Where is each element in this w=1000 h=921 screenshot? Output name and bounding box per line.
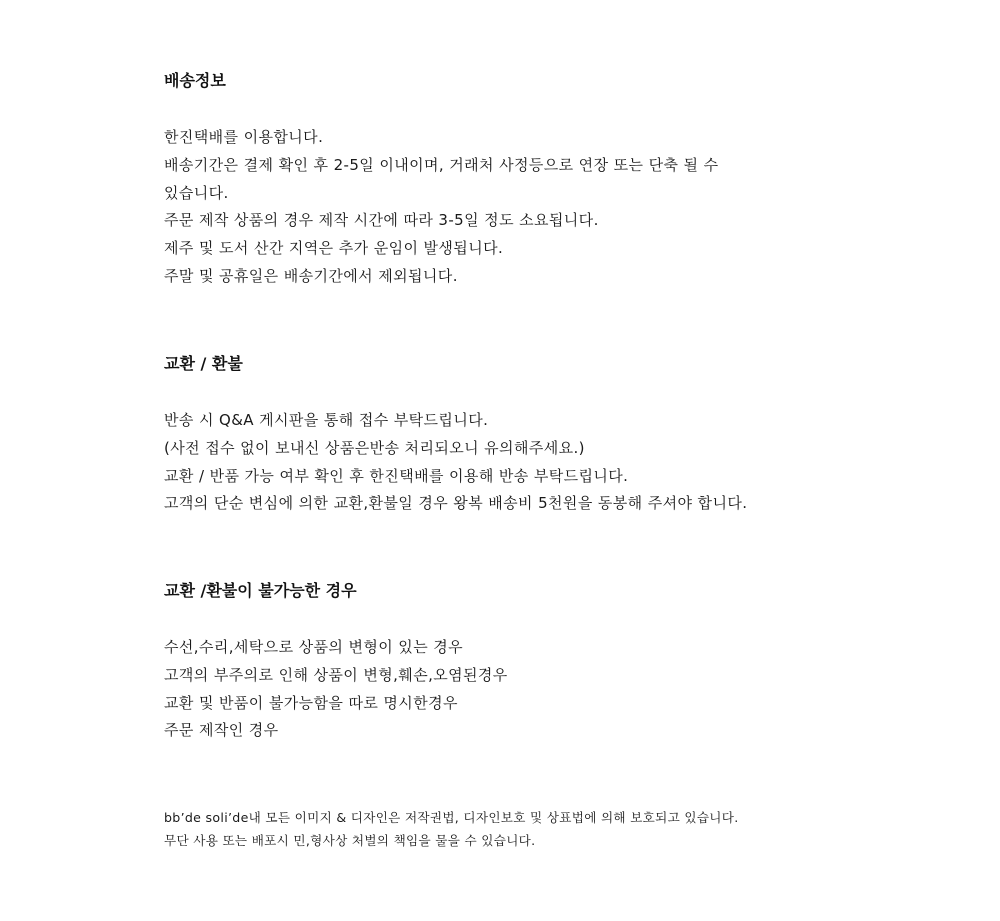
not-allowed-line: 수선,수리,세탁으로 상품의 변형이 있는 경우 — [164, 638, 464, 656]
not-allowed-line: 고객의 부주의로 인해 상품이 변형,훼손,오염된경우 — [164, 665, 508, 684]
shipping-section-title: 배송정보 — [164, 71, 226, 90]
shipping-line: 한진택배를 이용합니다. — [164, 128, 324, 146]
exchange-line: (사전 접수 없이 보내신 상품은반송 처리되오니 유의해주세요.) — [164, 438, 585, 457]
copyright-notice — [164, 806, 739, 852]
not-allowed-line: 교환 및 반품이 불가능함을 따로 명시한경우 — [164, 693, 458, 712]
shipping-line: 주문 제작 상품의 경우 제작 시간에 따라 3-5일 정도 소요됩니다. — [164, 211, 599, 230]
shipping-line: 제주 및 도서 산간 지역은 추가 운임이 발생됩니다. — [164, 239, 504, 258]
shipping-info-list — [164, 124, 718, 291]
exchange-line: 교환 / 반품 가능 여부 확인 후 한진택배를 이용해 반송 부탁드립니다. — [164, 466, 629, 485]
exchange-info-list — [164, 407, 747, 518]
exchange-line: 반송 시 Q&A 게시판을 통해 접수 부탁드립니다. — [164, 411, 489, 429]
copyright-line: 무단 사용 또는 배포시 민,형사상 처벌의 책임을 물을 수 있습니다. — [164, 833, 536, 848]
shipping-line: 주말 및 공휴일은 배송기간에서 제외됩니다. — [164, 266, 458, 285]
exchange-line: 고객의 단순 변심에 의한 교환,환불일 경우 왕복 배송비 5천원을 동봉해 주셔야 합니다. — [164, 494, 748, 513]
shipping-line: 있습니다. — [164, 183, 229, 202]
copyright-line: bb’de soli’de내 모든 이미지 & 디자인은 저작권법, 디자인보호 및 상표법에 의해 보호되고 있습니다. — [164, 810, 739, 825]
not-allowed-list — [164, 634, 508, 745]
not-allowed-section-title: 교환 /환불이 불가능한 경우 — [164, 581, 357, 600]
shipping-line: 배송기간은 결제 확인 후 2-5일 이내이며, 거래처 사정등으로 연장 또는 단축 될 수 — [164, 155, 719, 174]
exchange-section-title: 교환 / 환불 — [164, 354, 243, 373]
not-allowed-line: 주문 제작인 경우 — [164, 721, 279, 740]
